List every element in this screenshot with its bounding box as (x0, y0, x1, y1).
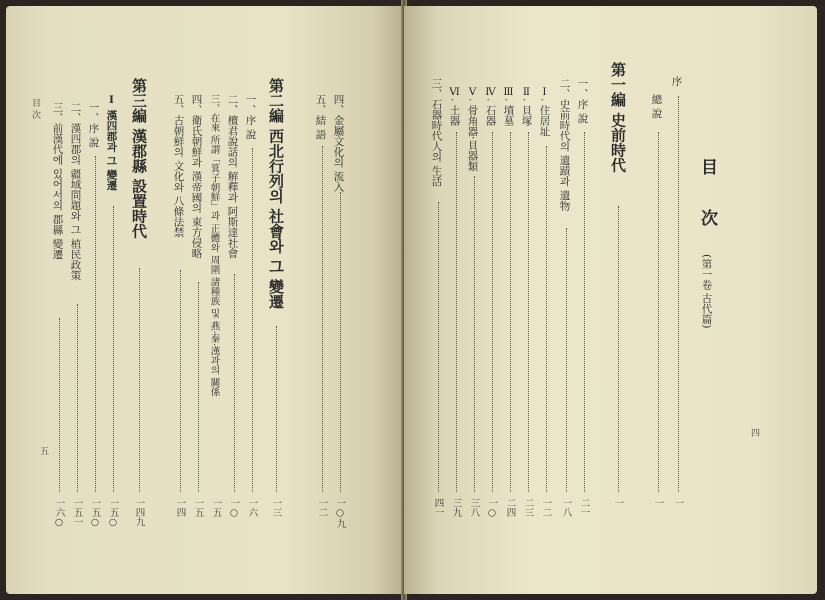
leader-dots (658, 132, 659, 492)
toc-page-number: 一 (652, 498, 664, 508)
toc-page-number: 一 (672, 498, 684, 508)
toc-page-number: 一 (612, 498, 624, 508)
toc-entry: 二、漢四郡의 疆域問題와 그 植民政策 (69, 102, 82, 281)
leader-dots (252, 148, 253, 492)
toc-entry: Ⅲ. 墳墓 (502, 86, 515, 126)
toc-entry: 三、石器時代人의 生活 (430, 78, 443, 187)
chapter-heading: Ⅰ 漢四郡과 그 變遷 (105, 94, 118, 191)
part-heading: 第三編 漢郡縣 設置時代 (130, 78, 148, 239)
toc-entry: 五、古朝鮮의 文化와 八條法禁 (172, 94, 185, 238)
toc-page-number: 一六 (246, 498, 258, 517)
toc-entry: 五、結 語 (314, 94, 327, 140)
toc-entry: 四、衛氏朝鮮과 漢帝國의 東方侵略 (190, 94, 203, 259)
toc-page-number: 三八 (468, 498, 480, 517)
toc-entry: 一、序 說 (244, 94, 257, 140)
leader-dots (322, 146, 323, 492)
toc-page-number: 一三 (270, 498, 282, 517)
leader-dots (474, 176, 475, 492)
toc-entry: 三、前漢代에 있어서의 郡縣 變遷 (51, 102, 64, 260)
leader-dots (234, 274, 235, 492)
toc-page-number: 二三 (522, 498, 534, 517)
leader-dots (456, 132, 457, 492)
leader-dots (59, 318, 60, 492)
toc-page-number: 一五○ (89, 498, 101, 528)
leader-dots (340, 192, 341, 492)
toc-entry: 序 (670, 76, 683, 87)
toc-page-number: 一○ (486, 498, 498, 519)
leader-dots (180, 270, 181, 492)
leader-dots (618, 206, 619, 492)
right-folio: 四 (749, 428, 759, 437)
toc-entry: 一、序 說 (576, 78, 589, 124)
toc-entry: 總 說 (650, 94, 663, 119)
leader-dots (546, 146, 547, 492)
toc-page-number: 一五 (192, 498, 204, 517)
leader-dots (510, 132, 511, 492)
toc-page-number: 一二 (316, 498, 328, 517)
toc-entry: Ⅵ. 土器 (448, 86, 461, 126)
toc-page-number: 一二 (540, 498, 552, 517)
toc-entry: Ⅴ. 骨角器·貝器類 (466, 86, 479, 172)
toc-heading: 目 次 (697, 158, 717, 240)
toc-page-number: 一八 (560, 498, 572, 517)
leader-dots (492, 132, 493, 492)
leader-dots (77, 304, 78, 492)
leader-dots (198, 282, 199, 492)
toc-entry: 一、序 說 (87, 102, 100, 148)
leader-dots (139, 268, 140, 492)
leader-dots (528, 132, 529, 492)
toc-page-number: 一四九 (133, 498, 145, 527)
toc-page-number: 一五○ (107, 498, 119, 528)
leader-dots (95, 156, 96, 492)
toc-page-number: 一○九 (334, 498, 346, 528)
part-heading: 第一編 史前時代 (609, 62, 627, 173)
toc-page-number: 二四 (504, 498, 516, 517)
running-head: 目 次 (30, 98, 40, 119)
toc-page-number: 一六○ (53, 498, 65, 528)
leader-dots (566, 228, 567, 492)
toc-entry: 二、檀君說話의 解釋과 阿斯達社會 (226, 94, 239, 259)
toc-page-number: 三九 (450, 498, 462, 517)
leader-dots (678, 96, 679, 492)
toc-entry: Ⅱ. 貝塚 (520, 86, 533, 126)
toc-page-number: 一五一 (71, 498, 83, 527)
toc-entry: 三、在來 所謂「箕子朝鮮」과 正體와 周圍 諸種族 및 燕·秦·漢과의 關係 (208, 94, 220, 397)
leader-dots (438, 202, 439, 492)
left-folio: 五 (38, 446, 48, 455)
toc-entry: 四、金屬文化의 流入 (332, 94, 345, 192)
leader-dots (113, 206, 114, 492)
toc-page-number: 一五 (210, 498, 222, 517)
toc-entry: Ⅰ. 住居址 (538, 86, 551, 137)
left-page (6, 6, 404, 594)
toc-entry: 二、史前時代의 遺蹟과 遺物 (558, 78, 571, 211)
toc-page-number: 二一 (578, 498, 590, 517)
part-heading: 第二編 西北行列의 社會와 그 變遷 (267, 78, 285, 309)
toc-page-number: 一四 (174, 498, 186, 517)
toc-entry: Ⅳ. 石器 (484, 86, 497, 126)
leader-dots (276, 326, 277, 492)
right-page (404, 6, 817, 594)
leader-dots (584, 132, 585, 492)
toc-page-number: 四一 (432, 498, 444, 517)
toc-page-number: 一○ (228, 498, 240, 519)
toc-heading-note: (第一卷 古代篇) (700, 254, 713, 329)
